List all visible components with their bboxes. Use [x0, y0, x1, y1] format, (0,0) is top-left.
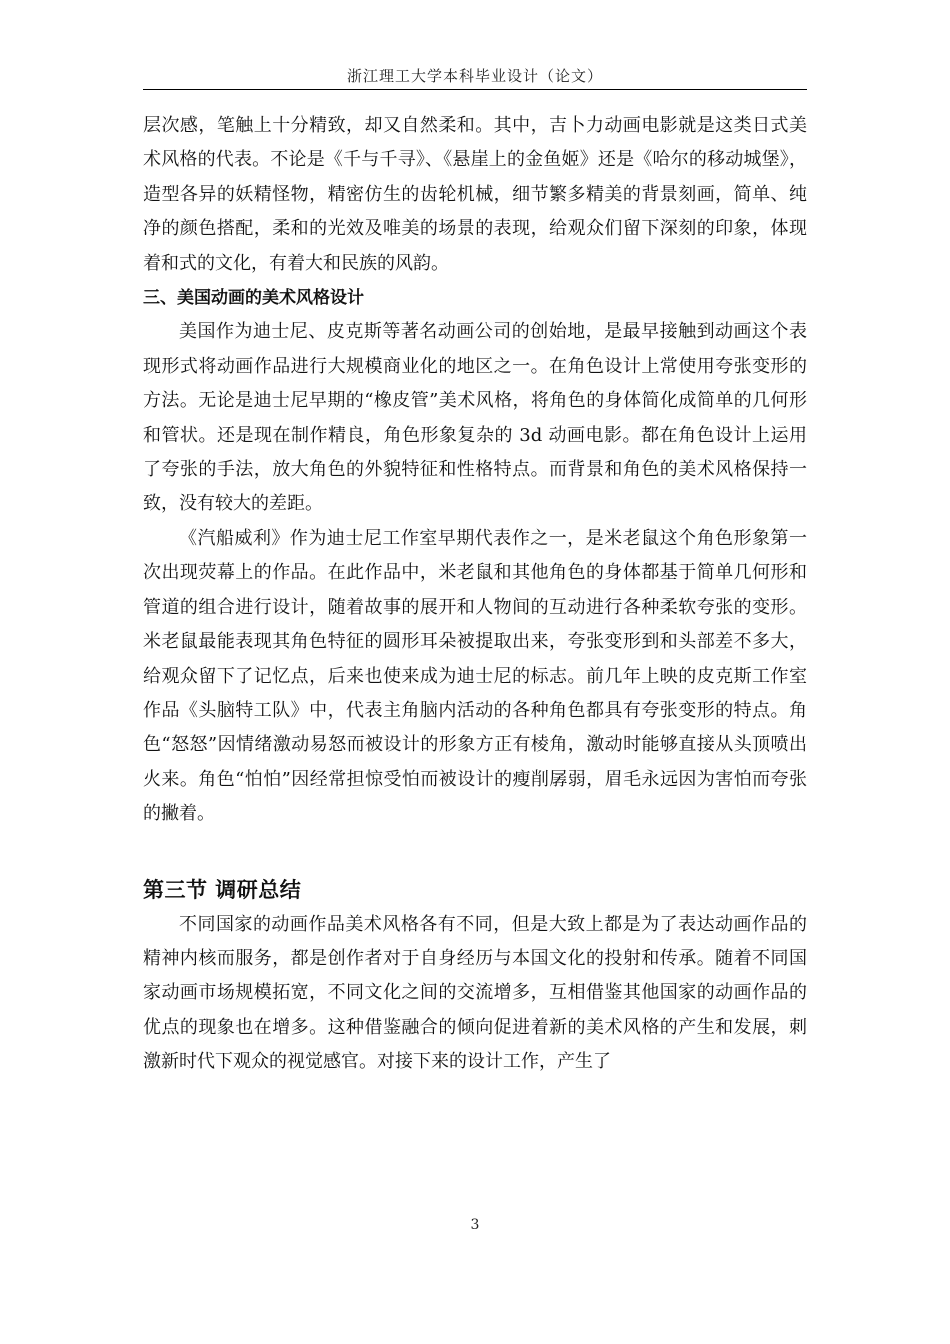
paragraph-american-style-examples: 《汽船威利》作为迪士尼工作室早期代表作之一，是米老鼠这个角色形象第一次出现荧幕上的作品。在此作品中，米老鼠和其他角色的身体都基于简单几何形和管道的组合进行设计，随着故事的展开和人物间的互动进行各种柔软夸张的变形。米老鼠最能表现其角色特征的圆形耳朵被提取出来，夸张变形到和头部差不多大，给观众留下了记忆点，后来也使来成为迪士尼的标志。前几年上映的皮克斯工作室作品《头脑特工队》中，代表主角脑内活动的各种角色都具有夸张变形的特点。角色“怒怒”因情绪激动易怒而被设计的形象方正有棱角，激动时能够直接从头顶喷出火来。角色“怕怕”因经常担惊受怕而被设计的瘦削孱弱，眉毛永远因为害怕而夸张的撇着。	[143, 527, 807, 825]
paragraph-american-style-overview: 美国作为迪士尼、皮克斯等著名动画公司的创始地，是最早接触到动画这个表现形式将动画作品进行大规模商业化的地区之一。在角色设计上常使用夸张变形的方法。无论是迪士尼早期的“橡皮管”美术风格，将角色的身体简化成简单的几何形和管状。还是现在制作精良，角色形象复杂的 3d 动画电影。都在角色设计上运用了夸张的手法，放大角色的外貌特征和性格特点。而背景和角色的美术风格保持一致，没有较大的差距。	[143, 321, 807, 515]
page-number: 3	[470, 1217, 480, 1233]
document-body	[143, 109, 807, 1080]
paragraph-research-summary: 不同国家的动画作品美术风格各有不同，但是大致上都是为了表达动画作品的精神内核而服务，都是创作者对于自身经历与本国文化的投射和传承。随着不同国家动画市场规模拓宽，不同文化之间的交流增多，互相借鉴其他国家的动画作品的优点的现象也在增多。这种借鉴融合的倾向促进着新的美术风格的产生和发展，刺激新时代下观众的视觉感官。对接下来的设计工作，产生了	[143, 913, 807, 1073]
header-rule	[143, 89, 807, 90]
section-heading-research-summary: 第三节 调研总结	[143, 877, 302, 902]
page-header-title: 浙江理工大学本科毕业设计（论文）	[346, 67, 603, 85]
paragraph-japanese-style-continued: 层次感，笔触上十分精致，却又自然柔和。其中，吉卜力动画电影就是这类日式美术风格的代表。不论是《千与千寻》、《悬崖上的金鱼姬》还是《哈尔的移动城堡》，造型各异的妖精怪物，精密仿生的齿轮机械，细节繁多精美的背景刻画，简单、纯净的颜色搭配，柔和的光效及唯美的场景的表现，给观众们留下深刻的印象，体现着和式的文化，有着大和民族的风韵。	[143, 115, 807, 274]
subheading-american-animation: 三、美国动画的美术风格设计	[143, 288, 364, 309]
